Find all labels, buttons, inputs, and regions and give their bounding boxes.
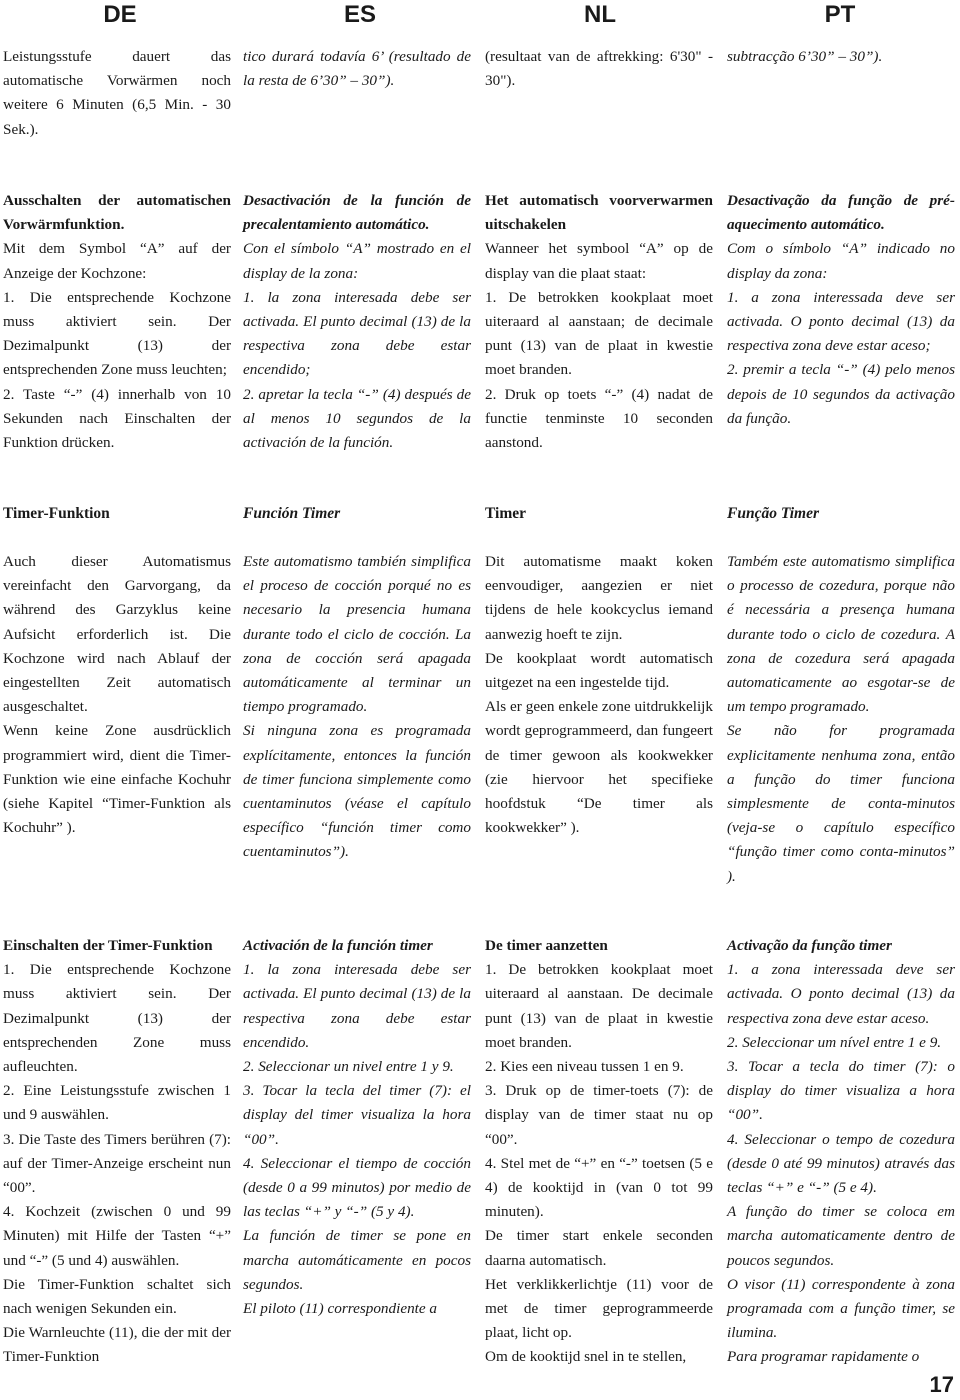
activation-pt	[727, 934, 955, 1370]
activation-paragraph: 3. Druk op de timer-toets (7): de display van de timer staat nu op “00”.	[485, 1082, 713, 1148]
intro-de	[3, 45, 231, 142]
activation-paragraph: 1. la zona interesada debe ser activada. El punto decimal (13) de la respectiva zona debe estar encendido.	[243, 961, 471, 1051]
activation-paragraph: 3. Die Taste des Timers berühren (7): auf der Timer-Anzeige erscheint nun “00”.	[3, 1130, 231, 1197]
intro-pt	[727, 45, 955, 69]
intro-text-nl: (resultaat van de aftrekking: 6'30" - 30").	[485, 48, 713, 90]
timer-body-nl	[485, 550, 713, 840]
activation-paragraph: 4. Stel met de “+” en “-” toetsen (5 e 4) de kooktijd in (van 0 tot 99 minuten).	[485, 1154, 713, 1221]
timer-title-nl: Timer	[485, 505, 527, 522]
activation-paragraph: 4. Seleccionar o tempo de cozedura (desde 0 até 99 minutos) através das teclas “+” e “-” (5 e 4).	[727, 1130, 955, 1197]
activation-paragraph: Para programar rapidamente o	[727, 1348, 920, 1366]
deactivation-pt	[727, 189, 955, 431]
activation-title-es: Activación de la función timer	[243, 937, 433, 954]
activation-paragraph: El piloto (11) correspondiente a	[243, 1300, 438, 1318]
activation-paragraph: 4. Kochzeit (zwischen 0 und 99 Minuten) mit Hilfe der Tasten “+” und “-” (5 und 4) auswählen.	[3, 1203, 231, 1269]
deactivation-title-pt: Desactivação da função de pré-aquecimento automático.	[727, 192, 955, 234]
activation-paragraph: La función de timer se pone en marcha automáticamente en pocos segundos.	[243, 1227, 471, 1293]
intro-nl	[485, 45, 713, 93]
deactivation-paragraph: 2. Druk op toets “-” (4) nadat de functie tenminste 10 seconden aanstond.	[485, 385, 713, 452]
timer-title-pt: Função Timer	[727, 505, 820, 522]
lang-header-de: DE	[103, 1, 137, 28]
timer-paragraph: Dit automatisme maakt koken eenvoudiger, aangezien er niet tijdens de hele kookcyclus iemand aanwezig hoeft te zijn.	[485, 553, 713, 643]
activation-paragraph: 3. Tocar a tecla do timer (7): o display do timer visualiza a hora “00”.	[727, 1058, 955, 1124]
deactivation-paragraph: 2. premir a tecla “-” (4) pelo menos depois de 10 segundos da activação da função.	[727, 361, 955, 427]
activation-de	[3, 934, 231, 1370]
activation-paragraph: 2. Seleccionar um nível entre 1 e 9.	[727, 1033, 942, 1051]
deactivation-title-es: Desactivación de la función de precalentamiento automático.	[243, 192, 471, 234]
page-number: 17	[929, 1372, 954, 1397]
activation-paragraph: De timer start enkele seconden daarna automatisch.	[485, 1227, 713, 1269]
activation-es	[243, 934, 471, 1321]
intro-text-pt: subtracção 6’30” – 30”).	[727, 48, 883, 65]
activation-paragraph: 1. Die entsprechende Kochzone muss aktiviert sein. Der Dezimalpunkt (13) der entsprechenden Zone muss aufleuchten.	[3, 961, 231, 1076]
intro-es	[243, 45, 471, 93]
deactivation-paragraph: 1. a zona interessada deve ser activada. O ponto decimal (13) da respectiva zona deve estar aceso;	[727, 288, 955, 355]
timer-paragraph: Wenn keine Zone ausdrücklich programmiert wird, dient die Timer-Funktion wie eine einfache Kochuhr (siehe Kapitel “Timer-Funktion als Kochuhr” ).	[3, 722, 231, 837]
deactivation-title-nl: Het automatisch voorverwarmen uitschakelen	[485, 192, 713, 234]
activation-paragraph: O visor (11) correspondente à zona programada com a função timer, se ilumina.	[727, 1275, 955, 1342]
deactivation-de	[3, 189, 231, 455]
deactivation-paragraph: 1. la zona interesada debe ser activada. El punto decimal (13) de la respectiva zona debe estar encendido;	[243, 288, 471, 379]
activation-title-nl: De timer aanzetten	[485, 937, 608, 954]
deactivation-title-de: Ausschalten der automatischen Vorwärmfunktion.	[3, 192, 231, 234]
activation-paragraph: Om de kooktijd snel in te stellen,	[485, 1348, 687, 1366]
activation-paragraph: 2. Eine Leistungsstufe zwischen 1 und 9 auswählen.	[3, 1082, 231, 1124]
deactivation-paragraph: 2. Taste “-” (4) innerhalb von 10 Sekunden nach Einschalten der Funktion drücken.	[3, 385, 231, 452]
lang-header-pt: PT	[824, 1, 856, 28]
timer-title-de: Timer-Funktion	[3, 505, 110, 522]
activation-paragraph: Die Timer-Funktion schaltet sich nach wenigen Sekunden ein.	[3, 1275, 231, 1318]
activation-paragraph: 2. Kies een niveau tussen 1 en 9.	[485, 1058, 684, 1076]
timer-body-de	[3, 550, 231, 840]
activation-nl	[485, 934, 713, 1370]
timer-title-es: Función Timer	[243, 505, 341, 522]
activation-paragraph: A função do timer se coloca em marcha automaticamente dentro de poucos segundos.	[727, 1203, 955, 1269]
activation-paragraph: Die Warnleuchte (11), die der mit der Timer-Funktion	[3, 1324, 231, 1366]
timer-paragraph: Se não for programada explicitamente nenhuma zona, então a função do timer funciona simplesmente de conta-minutos (veja-se o capítulo específico “função timer como conta-minutos” ).	[727, 722, 955, 885]
timer-body-pt	[727, 550, 955, 889]
activation-paragraph: 3. Tocar la tecla del timer (7): el display del timer visualiza la hora “00”.	[243, 1082, 471, 1148]
intro-text-de: Leistungsstufe dauert das automatische Vorwärmen noch weitere 6 Minuten (6,5 Min. - 30 Sek.).	[3, 48, 231, 138]
activation-paragraph: 1. De betrokken kookplaat moet uiteraard al aanstaan. De decimale punt (13) van de plaat in kwestie moet branden.	[485, 961, 713, 1051]
deactivation-paragraph: 1. De betrokken kookplaat moet uiteraard al aanstaan; de decimale punt (13) van de plaat in kwestie moet branden.	[485, 288, 713, 379]
activation-paragraph: 2. Seleccionar un nivel entre 1 y 9.	[243, 1058, 454, 1076]
deactivation-paragraph: Con el símbolo “A” mostrado en el display de la zona:	[243, 240, 471, 282]
timer-paragraph: Si ninguna zona es programada explícitamente, entonces la función de timer funciona simplemente como cuentaminutos (véase el capítulo específico “función timer como cuentaminutos”).	[243, 722, 471, 861]
deactivation-paragraph: Mit dem Symbol “A” auf der Anzeige der Kochzone:	[3, 240, 231, 282]
activation-title-pt: Activação da função timer	[727, 937, 892, 954]
deactivation-paragraph: 1. Die entsprechende Kochzone muss aktiviert sein. Der Dezimalpunkt (13) der entsprechenden Zone muss leuchten;	[3, 288, 231, 379]
intro-text-es: tico durará todavía 6’ (resultado de la resta de 6’30” – 30”).	[243, 48, 471, 90]
deactivation-paragraph: 2. apretar la tecla “-” (4) después de al menos 10 segundos de la activación de la función.	[243, 385, 471, 452]
lang-header-nl: NL	[584, 1, 616, 28]
timer-paragraph: Auch dieser Automatismus vereinfacht den Garvorgang, da während des Garzyklus keine Aufsicht erforderlich ist. Die Kochzone wird nach Ablauf der eingestellten Zeit automatisch ausgeschaltet.	[3, 553, 231, 716]
deactivation-paragraph: Com o símbolo “A” indicado no display da zona:	[727, 240, 955, 282]
activation-paragraph: 1. a zona interessada deve ser activada. O ponto decimal (13) da respectiva zona deve estar aceso.	[727, 961, 955, 1027]
activation-paragraph: 4. Seleccionar el tiempo de cocción (desde 0 a 99 minutos) por medio de las teclas “+” y “-” (5 y 4).	[243, 1154, 471, 1221]
lang-header-es: ES	[343, 1, 376, 28]
timer-body-es	[243, 550, 471, 865]
deactivation-paragraph: Wanneer het symbool “A” op de display van die plaat staat:	[485, 240, 713, 282]
timer-paragraph: Este automatismo también simplifica el proceso de cocción porqué no es necesario la presencia humana durante todo el ciclo de cocción. La zona de cocción será apagada automáticamente al terminar un tiempo programado.	[243, 553, 471, 716]
deactivation-es	[243, 189, 471, 455]
timer-paragraph: Também este automatismo simplifica o processo de cozedura, porque não é necessária a presença humana durante todo o ciclo de cozedura. A zona de cozedura será apagada automaticamente ao esgotar-se de um tempo programado.	[727, 553, 955, 716]
timer-paragraph: Als er geen enkele zone uitdrukkelijk wordt geprogrammeerd, dan fungeert de timer gewoon als kookwekker (zie hiervoor het specifieke hoofdstuk “De timer als kookwekker” ).	[485, 698, 713, 837]
activation-title-de: Einschalten der Timer-Funktion	[3, 937, 213, 954]
activation-paragraph: Het verklikkerlichtje (11) voor de met de timer geprogrammeerde plaat, licht op.	[485, 1275, 713, 1342]
deactivation-nl	[485, 189, 713, 455]
timer-paragraph: De kookplaat wordt automatisch uitgezet na een ingestelde tijd.	[485, 649, 713, 692]
